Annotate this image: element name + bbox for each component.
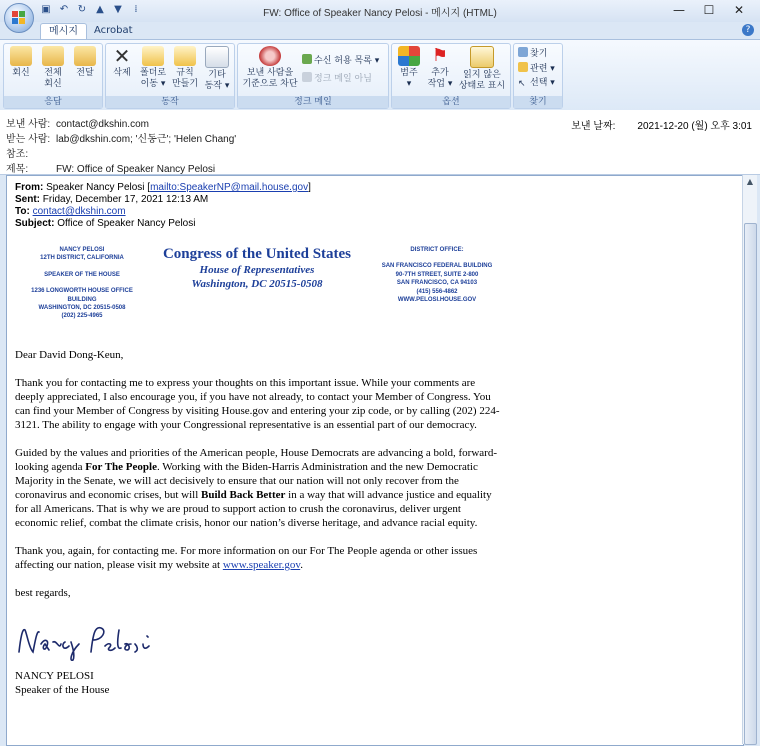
lh-right-line: DISTRICT OFFICE: <box>410 247 464 253</box>
from-row <box>6 115 149 130</box>
fw-from-mailto-link[interactable]: mailto:SpeakerNP@mail.house.gov <box>150 182 309 193</box>
follow-up-label-2: 작업 ▾ <box>427 79 453 89</box>
p2-text: in a way that will advance justice and equality for all Americans. That is why we are proud to support action to crush the coronavirus, deliver urgent economic relief, combat the climate crisis, honor our nation’s diverse heritage, and advance racial equity. <box>15 489 492 529</box>
categorize-label-2: ▾ <box>406 79 412 89</box>
from-label: 보낸 사람: <box>6 119 51 130</box>
p2-text: . Working with the Biden-Harris Administration and the new Democratic Majority in the Senate, we will act decisively to ensure that our nation will not only recover from the coronavirus and economic crises, but will <box>15 461 478 501</box>
delete-icon: ✕ <box>113 44 131 68</box>
lh-left-line: WASHINGTON, DC 20515-0508 <box>38 305 126 312</box>
block-sender-label-2: 기준으로 차단 <box>242 79 298 89</box>
letterhead-right <box>377 246 497 304</box>
block-sender-button[interactable] <box>240 46 300 90</box>
actions-group-label: 동작 <box>106 96 234 108</box>
lh-left-line <box>17 263 147 271</box>
respond-group-label: 응답 <box>4 96 102 108</box>
categorize-label: 범주 <box>400 68 418 78</box>
envelope-icon <box>470 46 494 68</box>
previous-item-icon[interactable]: ▲ <box>96 4 104 15</box>
signature-block <box>15 669 500 697</box>
p3-text: . <box>300 559 303 571</box>
categorize-icon <box>398 46 420 66</box>
lh-right-line: (415) 556-4862 <box>416 288 458 295</box>
mark-unread-label: 읽지 않은 <box>463 70 501 80</box>
to-label: 받는 사람: <box>6 134 51 145</box>
scrollbar-thumb[interactable] <box>744 223 757 745</box>
sent-label: 보낸 날짜: <box>571 121 616 132</box>
categorize-button[interactable] <box>394 46 424 90</box>
ribbon <box>0 39 760 111</box>
paragraph-3 <box>15 544 500 572</box>
fw-to-label: To: <box>15 206 30 217</box>
closing: best regards, <box>15 587 71 599</box>
signer-name: NANCY PELOSI <box>15 670 94 682</box>
not-junk-label: 정크 메일 아님 <box>314 74 372 84</box>
junk-group-label: 정크 메일 <box>238 96 388 108</box>
fw-to <box>15 206 126 217</box>
lh-left-line: NANCY PELOSI <box>59 247 105 253</box>
speaker-website-link[interactable]: www.speaker.gov <box>222 559 301 571</box>
folder-icon <box>142 46 164 66</box>
rule-icon <box>174 46 196 66</box>
maximize-button[interactable]: ☐ <box>703 3 715 17</box>
options-group <box>391 43 511 109</box>
message-body <box>6 175 744 746</box>
lh-right-line <box>377 254 497 262</box>
follow-up-label: 추가 <box>431 68 449 78</box>
cc-label: 참조: <box>6 149 29 160</box>
subject-row <box>6 160 215 175</box>
select-label: 선택 ▾ <box>530 78 555 88</box>
help-icon[interactable]: ? <box>742 24 754 36</box>
window-controls <box>664 0 754 20</box>
forward-button[interactable] <box>70 46 100 79</box>
delete-button[interactable] <box>108 46 136 79</box>
other-actions-button[interactable] <box>201 46 233 92</box>
follow-up-button[interactable] <box>425 46 455 90</box>
p3-text: Thank you, again, for contacting me. For more information on our For The People agenda or other issues affecting our nation, please visit my website at <box>15 545 478 571</box>
letterhead-left <box>17 246 147 321</box>
vertical-scrollbar[interactable] <box>742 175 757 744</box>
related-label: 관련 ▾ <box>530 64 555 74</box>
lh-left-line: 12TH DISTRICT, CALIFORNIA <box>40 255 124 262</box>
sent-value: 2021-12-20 (월) 오후 3:01 <box>637 121 752 132</box>
move-label: 폴더로 <box>139 68 167 78</box>
document-icon <box>205 46 229 68</box>
find-label: 찾기 <box>530 49 548 59</box>
window-title: FW: Office of Speaker Nancy Pelosi - 메시지 (HTML) <box>263 8 497 19</box>
actions-group <box>105 43 235 109</box>
customize-qat-icon[interactable]: ⁞ <box>134 4 138 15</box>
fw-subject-value: Office of Speaker Nancy Pelosi <box>57 218 196 229</box>
close-button[interactable]: ✕ <box>733 3 745 17</box>
paragraph-2 <box>15 446 500 530</box>
reply-icon <box>10 46 32 66</box>
lh-right-line: SAN FRANCISCO FEDERAL BUILDING <box>381 263 493 270</box>
letter-text <box>15 348 500 600</box>
move-label-2: 이동 ▾ <box>140 79 166 89</box>
p2-text: Guided by the values and priorities of the American people, House Democrats are advancing a bold, forward-looking agenda <box>15 447 498 473</box>
other-actions-label: 기타 <box>208 70 226 80</box>
subject-value: FW: Office of Speaker Nancy Pelosi <box>56 164 216 175</box>
reply-all-label-2: 회신 <box>44 79 62 89</box>
find-button[interactable] <box>518 47 547 60</box>
lh-right-line: 90-7TH STREET, SUITE 2-800 <box>395 271 479 278</box>
reply-all-icon <box>42 46 64 66</box>
office-button[interactable] <box>4 3 34 33</box>
binoculars-icon <box>518 47 528 57</box>
fw-from: From: Speaker Nancy Pelosi [mailto:SpeakerNP@mail.house.gov] <box>15 182 311 193</box>
fw-sent <box>15 194 208 205</box>
paragraph-1: Thank you for contacting me to express your thoughts on this important issue. While your comments are deeply appreciated, I also encourage you, if you have not already, to contact your Member of Congress. You can find your Member of Congress by visiting House.gov and entering your zip code, or by calling (202) 224-3121. The ability to engage with your Congressional representative is an essential part of our democracy. <box>15 377 500 431</box>
related-button[interactable] <box>518 62 555 75</box>
block-sender-icon <box>259 46 281 66</box>
lh-left-line: SPEAKER OF THE HOUSE <box>44 271 120 278</box>
create-rule-button[interactable] <box>170 46 200 90</box>
signer-title: Speaker of the House <box>15 684 110 696</box>
fw-from-name: Speaker Nancy Pelosi <box>46 182 145 193</box>
message-header <box>0 110 760 175</box>
reply-all-button[interactable] <box>38 46 68 90</box>
ribbon-tabs <box>0 22 760 39</box>
related-icon <box>518 62 528 72</box>
cursor-icon: ↖ <box>518 79 526 89</box>
reply-label: 회신 <box>12 68 30 78</box>
washington-address: Washington, DC 20515-0508 <box>191 278 323 290</box>
lh-left-line: 1236 LONGWORTH HOUSE OFFICE BUILDING <box>31 288 133 303</box>
safe-list-button[interactable] <box>302 54 379 67</box>
next-item-icon[interactable]: ▼ <box>114 4 122 15</box>
cc-row <box>6 145 56 160</box>
mark-unread-label-2: 상태로 표시 <box>458 81 506 91</box>
fw-sent-value: Friday, December 17, 2021 12:13 AM <box>42 194 209 205</box>
sent-date <box>571 117 752 132</box>
lh-right-line: SAN FRANCISCO, CA 94103 <box>396 280 478 287</box>
house-title: House of Representatives <box>199 264 315 276</box>
select-button[interactable] <box>518 77 555 89</box>
undo-icon[interactable]: ↶ <box>59 4 69 15</box>
scroll-up-icon[interactable]: ▲ <box>746 177 754 186</box>
forward-icon <box>74 46 96 66</box>
fw-sent-label: Sent: <box>15 194 40 205</box>
greeting: Dear David Dong-Keun, <box>15 349 124 361</box>
fw-subject <box>15 218 195 229</box>
tab-acrobat[interactable]: Acrobat <box>94 25 133 36</box>
move-to-folder-button[interactable] <box>137 46 169 90</box>
fw-from-label: From: <box>15 182 44 193</box>
other-actions-label-2: 동작 ▾ <box>204 81 230 91</box>
p2-bold-for-the-people: For The People <box>85 461 157 473</box>
forward-label: 전달 <box>76 68 94 78</box>
options-group-label: 옵션 <box>392 96 510 108</box>
save-icon[interactable]: ▣ <box>41 4 51 15</box>
reply-all-label: 전체 <box>44 68 62 78</box>
signature-image <box>15 622 165 662</box>
office-logo-icon <box>12 11 26 25</box>
respond-group <box>3 43 103 109</box>
delete-label: 삭제 <box>113 68 131 78</box>
lh-left-line: (202) 225-4965 <box>61 313 103 320</box>
letterhead-center <box>157 246 357 291</box>
fw-to-link[interactable]: contact@dkshin.com <box>32 206 126 217</box>
safe-list-label: 수신 허용 목록 ▾ <box>314 56 380 66</box>
block-sender-label: 보낸 사람을 <box>246 68 294 78</box>
rule-label-2: 만들기 <box>171 79 199 89</box>
find-group <box>513 43 563 109</box>
redo-icon[interactable]: ↻ <box>77 4 87 15</box>
find-group-label: 찾기 <box>514 96 562 108</box>
congress-title: Congress of the United States <box>162 246 352 262</box>
minimize-button[interactable]: — <box>673 3 685 17</box>
to-row <box>6 130 236 145</box>
not-junk-button[interactable] <box>302 72 372 85</box>
not-junk-icon <box>302 72 312 82</box>
subject-label: 제목: <box>6 164 29 175</box>
reply-button[interactable] <box>6 46 36 79</box>
mark-unread-button[interactable] <box>456 46 508 92</box>
flag-icon: ⚑ <box>431 45 449 66</box>
lh-right-line: WWW.PELOSI.HOUSE.GOV <box>397 297 477 304</box>
from-value[interactable]: contact@dkshin.com <box>56 119 149 130</box>
title-bar <box>0 0 760 22</box>
p2-bold-build-back-better: Build Back Better <box>201 489 286 501</box>
to-value[interactable]: lab@dkshin.com; '신동근'; 'Helen Chang' <box>56 134 237 145</box>
safe-list-icon <box>302 54 312 64</box>
junk-mail-group <box>237 43 389 109</box>
rule-label: 규칙 <box>176 68 194 78</box>
lh-left-line <box>17 279 147 287</box>
fw-subject-label: Subject: <box>15 218 55 229</box>
tab-message[interactable]: 메시지 <box>40 23 87 39</box>
